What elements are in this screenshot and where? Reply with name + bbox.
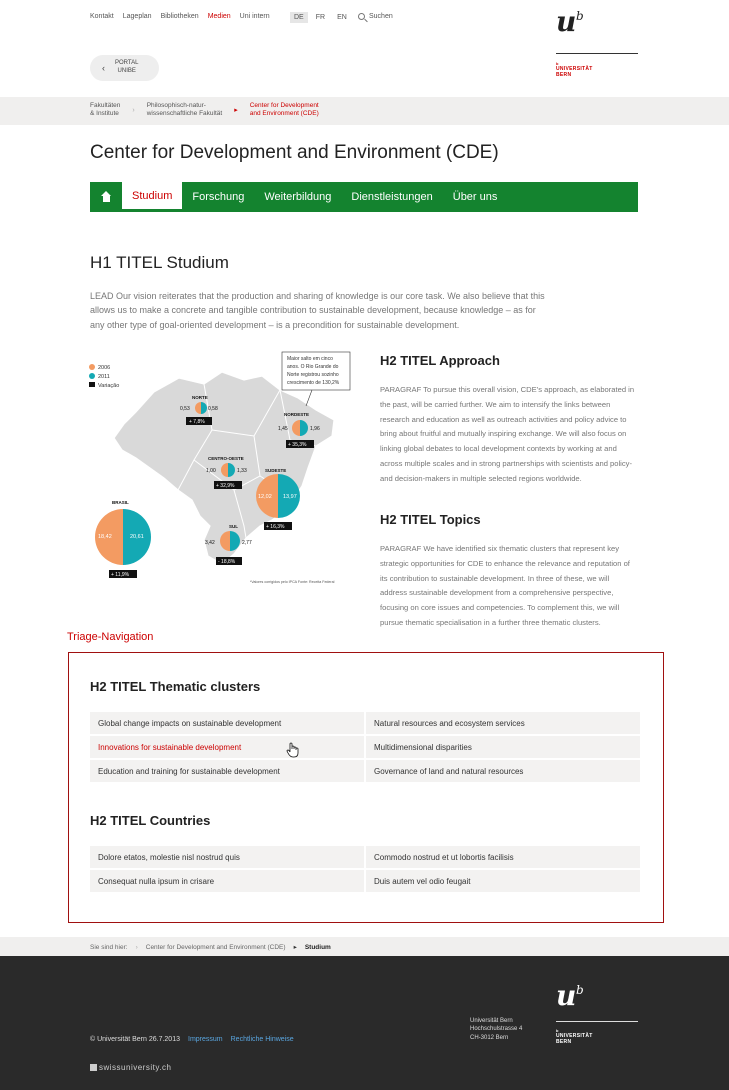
svg-text:1,33: 1,33 <box>237 468 247 474</box>
footer-address: Universität Bern Hochschulstrasse 4 CH-3012 Bern <box>470 1018 523 1041</box>
brazil-map-infographic <box>84 350 366 590</box>
list-item[interactable]: Education and training for sustainable development <box>90 760 364 782</box>
countries-list <box>90 846 638 892</box>
callout-line-2: anos. O Rio Grande do <box>287 364 339 370</box>
list-item[interactable]: Duis autem vel odio feugait <box>366 870 640 892</box>
caret-right-icon: ▸ <box>293 944 297 951</box>
list-item[interactable]: Global change impacts on sustainable development <box>90 712 364 734</box>
svg-text:CENTRO-OESTE: CENTRO-OESTE <box>208 456 244 461</box>
meta-nav-bibliotheken[interactable]: Bibliotheken <box>160 13 199 20</box>
lang-de[interactable]: DE <box>290 12 308 23</box>
swissuniversity-link[interactable]: swissuniversity.ch <box>90 1063 171 1072</box>
approach-heading: H2 TITEL Approach <box>380 353 500 368</box>
breadcrumb <box>90 102 319 119</box>
breadcrumb-item-current: Studium <box>304 943 331 951</box>
svg-text:18,42: 18,42 <box>98 534 112 540</box>
svg-text:1,96: 1,96 <box>310 426 320 432</box>
meta-nav-uni-intern[interactable]: Uni intern <box>239 13 270 20</box>
portal-unibe-button[interactable]: ‹ PORTAL UNIBE <box>90 55 159 81</box>
list-item[interactable]: Innovations for sustainable development <box>90 736 364 758</box>
topics-paragraph: PARAGRAF We have identified six thematic clusters that represent key strategic opportunities for CDE to enhance the relevance and reputation of its contribution to sustainable development. In three of these, we will address sustainable development from a comprehensive perspective, focusing on core issues and competencies. To complement this, we will pursue thematic specialisation in a further three thematic clusters. <box>380 544 630 627</box>
logo-letter: u <box>556 5 577 38</box>
list-item[interactable]: Dolore etatos, molestie nisl nostrud quis <box>90 846 364 868</box>
breadcrumb-item-faculties[interactable]: Fakultäten & Institute <box>90 102 121 118</box>
countries-heading: H2 TITEL Countries <box>90 813 211 828</box>
legend-variacao: Variação <box>98 383 120 389</box>
breadcrumb-item-cde[interactable]: Center for Development and Environment (CDE) <box>145 943 286 951</box>
list-item[interactable]: Governance of land and natural resources <box>366 760 640 782</box>
copyright-text: © Universität Bern 26.7.2013 <box>90 1036 180 1043</box>
approach-paragraph: PARAGRAF To pursue this overall vision, CDE’s approach, as elaborated in the past, will be carried further. We aim to intensify the links between research and education as well as outreach activities and policy advice to bring about fruitful and mutually inspiring exchange. We will also focus on linking global debates to local development contexts by working at and across multiple scales and in strong partnerships with scientists and policy- and decision-makers in multiple selected regions worldwide. <box>380 385 635 483</box>
chevron-left-icon: ‹ <box>102 63 105 73</box>
meta-nav-lageplan[interactable]: Lageplan <box>122 13 152 20</box>
logo-superscript: b <box>576 983 584 997</box>
svg-text:SUDESTE: SUDESTE <box>265 468 287 473</box>
callout-line-3: Norte registrou sozinho <box>287 372 339 378</box>
list-item[interactable]: Commodo nostrud et ut lobortis facilisis <box>366 846 640 868</box>
legal-link[interactable]: Rechtliche Hinweise <box>230 1036 294 1043</box>
svg-text:NORDESTE: NORDESTE <box>284 412 310 417</box>
svg-text:20,61: 20,61 <box>130 534 144 540</box>
caret-right-icon: ▸ <box>234 106 238 114</box>
svg-text:0,53: 0,53 <box>180 406 190 412</box>
svg-text:+ 11,9%: + 11,9% <box>111 572 130 578</box>
svg-text:1,45: 1,45 <box>278 426 288 432</box>
callout-line-1: Maior salto em cinco <box>287 356 333 362</box>
clusters-heading: H2 TITEL Thematic clusters <box>90 679 261 694</box>
logo-superscript: b <box>576 9 584 23</box>
meta-nav-medien[interactable]: Medien <box>207 13 231 20</box>
map-footnote: *Valores corrigidos pelo IPCA Fonte: Receita Federal <box>250 580 335 584</box>
svg-text:0,58: 0,58 <box>208 406 218 412</box>
list-item[interactable]: Multidimensional disparities <box>366 736 640 758</box>
svg-text:- 18,8%: - 18,8% <box>218 559 236 565</box>
legend-2011: 2011 <box>98 374 110 380</box>
breadcrumb-item-current: Center for Development and Environment (CDE) <box>249 102 319 118</box>
tab-studium[interactable]: Studium <box>122 182 182 210</box>
logo-divider <box>556 53 638 54</box>
region-brasil <box>95 500 151 578</box>
logo-divider <box>556 1021 638 1022</box>
tab-dienstleistungen[interactable]: Dienstleistungen <box>351 191 433 203</box>
chevron-right-icon: › <box>135 943 138 951</box>
svg-text:NORTE: NORTE <box>192 395 208 400</box>
svg-text:13,97: 13,97 <box>283 494 297 500</box>
hand-pointer-icon <box>286 742 300 758</box>
impressum-link[interactable]: Impressum <box>188 1036 223 1043</box>
section-heading: H1 TITEL Studium <box>90 253 229 272</box>
svg-text:+ 35,3%: + 35,3% <box>288 442 307 448</box>
tab-forschung[interactable]: Forschung <box>192 191 245 203</box>
svg-text:3,42: 3,42 <box>205 540 215 546</box>
svg-text:12,02: 12,02 <box>258 494 272 500</box>
tab-weiterbildung[interactable]: Weiterbildung <box>264 191 332 203</box>
topics-heading: H2 TITEL Topics <box>380 512 481 527</box>
footer-copyright <box>90 1036 294 1043</box>
list-item[interactable]: Natural resources and ecosystem services <box>366 712 640 734</box>
university-logo[interactable] <box>556 5 638 79</box>
svg-text:2,77: 2,77 <box>242 540 252 546</box>
triage-navigation-label: Triage-Navigation <box>67 631 154 643</box>
home-button[interactable] <box>90 182 122 212</box>
svg-text:+ 7,8%: + 7,8% <box>189 419 205 425</box>
footer-logo[interactable] <box>556 979 638 1046</box>
swiss-square-icon <box>90 1064 97 1071</box>
lang-en[interactable]: EN <box>337 14 347 21</box>
lead-paragraph: LEAD Our vision reiterates that the production and sharing of knowledge is our core task. We also believe that this allows us to make a concrete and tangible contribution to sustainable development, because knowledge – as for any other type of goal-oriented development – is a precondition for sustainable development. <box>90 291 545 330</box>
breadcrumb-label: Sie sind hier: <box>90 943 128 951</box>
search-link[interactable] <box>358 13 393 20</box>
chevron-right-icon: › <box>132 106 135 114</box>
page-title: Center for Development and Environment (CDE) <box>90 142 499 163</box>
clusters-list <box>90 712 638 782</box>
search-icon <box>358 13 365 20</box>
list-item[interactable]: Consequat nulla ipsum in crisare <box>90 870 364 892</box>
logo-wordmark: b UNIVERSITÄT BERN <box>556 1028 593 1046</box>
breadcrumb-item-faculty[interactable]: Philosophisch-natur- wissenschaftliche Fakultät <box>146 102 223 118</box>
meta-nav-kontakt[interactable]: Kontakt <box>90 13 114 20</box>
meta-nav <box>90 13 270 20</box>
logo-wordmark: b UNIVERSITÄT BERN <box>556 61 593 79</box>
svg-text:1,00: 1,00 <box>206 468 216 474</box>
callout-line-4: crescimento de 130,2% <box>287 380 340 386</box>
svg-text:+ 32,9%: + 32,9% <box>216 483 235 489</box>
svg-text:+ 16,3%: + 16,3% <box>266 524 285 530</box>
logo-letter: u <box>556 979 577 1012</box>
svg-text:SUL: SUL <box>229 524 238 529</box>
main-nav <box>90 182 638 212</box>
svg-text:BRASIL: BRASIL <box>112 500 129 505</box>
home-icon <box>103 196 110 202</box>
tab-ueber-uns[interactable]: Über uns <box>452 191 498 203</box>
language-switcher <box>290 12 351 23</box>
bottom-breadcrumb <box>90 943 331 951</box>
legend-2006: 2006 <box>98 365 111 371</box>
search-label: Suchen <box>369 13 393 20</box>
lang-fr[interactable]: FR <box>315 14 326 21</box>
